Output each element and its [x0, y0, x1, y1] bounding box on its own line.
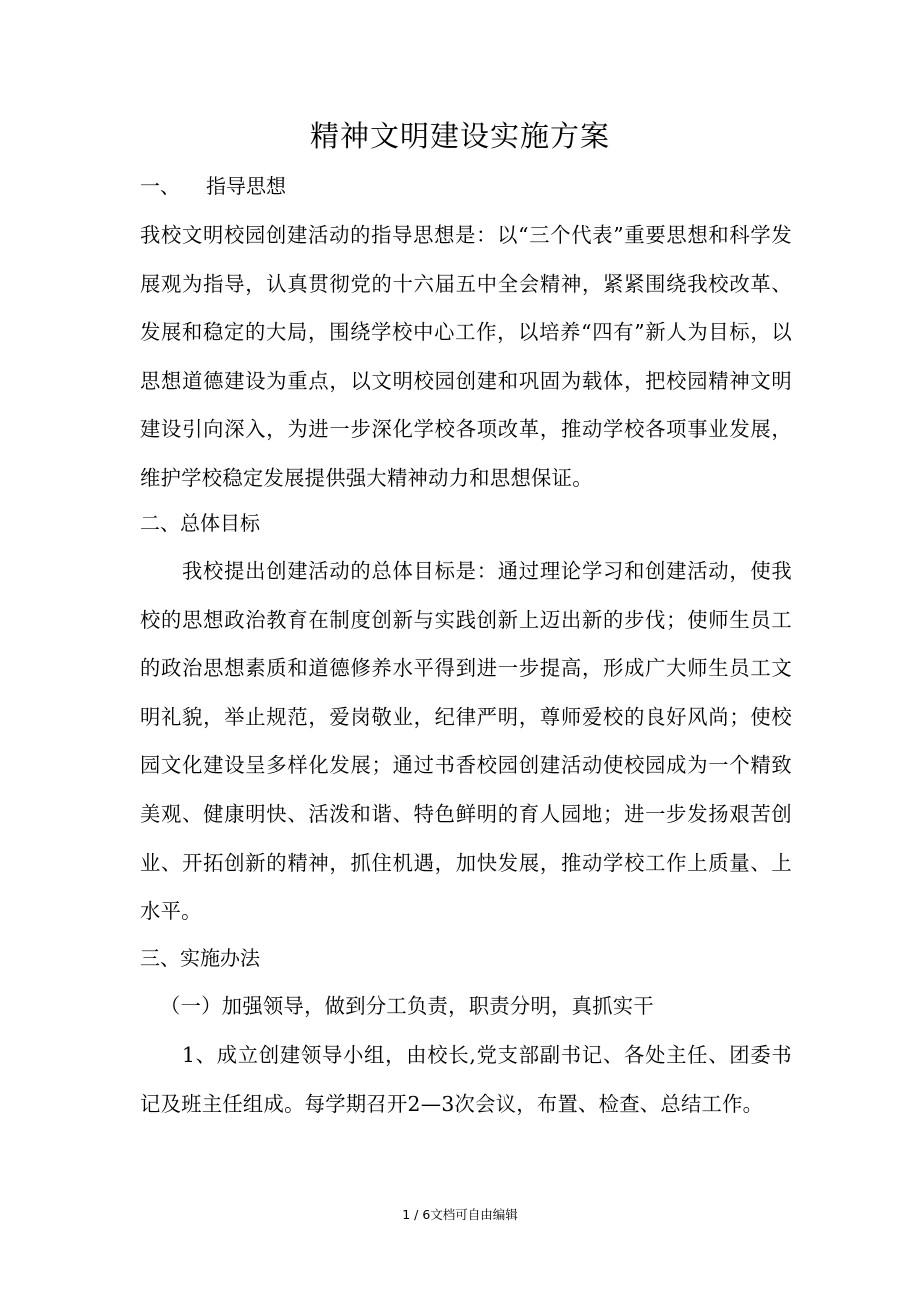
section-heading-overall-goal: 二、总体目标: [140, 511, 260, 535]
paragraph-guiding-ideology: 我校文明校园创建活动的指导思想是：以“三个代表”重要思想和科学发展观为指导，认真贯彻党的十六届五中全会精神，紧紧围绕我校改革、发展和稳定的大局，围绕学校中心工作，以培养“四有”新人为目标，以思想道德建设为重点，以文明校园创建和巩固为载体，把校园精神文明建设引向深入，为进一步深化学校各项改革，推动学校各项事业发展，维护学校稳定发展提供强大精神动力和思想保证。: [140, 223, 792, 490]
document-title: 精神文明建设实施方案: [309, 119, 610, 153]
paragraph-leading-group: 1、成立创建领导小组，由校长,党支部副书记、各处主任、团委书记及班主任组成。每学期召开2—3次会议，布置、检查、总结工作。: [140, 1043, 792, 1116]
section-heading-guiding-ideology: [140, 172, 286, 200]
section-heading-implementation: 三、实施办法: [140, 946, 260, 970]
subsection-heading-leadership: （一）加强领导，做到分工负责，职责分明，真抓实干: [160, 994, 654, 1018]
section-number: 一、: [140, 174, 180, 198]
section-label: 指导思想: [206, 174, 286, 198]
paragraph-overall-goal: 我校提出创建活动的总体目标是：通过理论学习和创建活动，使我校的思想政治教育在制度创新与实践创新上迈出新的步伐；使师生员工的政治思想素质和道德修养水平得到进一步提高，形成广大师生员工文明礼貌，举止规范，爱岗敬业，纪律严明，尊师爱校的良好风尚；使校园文化建设呈多样化发展；通过书香校园创建活动使校园成为一个精致美观、健康明快、活泼和谐、特色鲜明的育人园地；进一步发扬艰苦创业、开拓创新的精神，抓住机遇，加快发展，推动学校工作上质量、上水平。: [140, 559, 792, 924]
page-footer: 1 / 6文档可自由编辑: [402, 1207, 518, 1222]
